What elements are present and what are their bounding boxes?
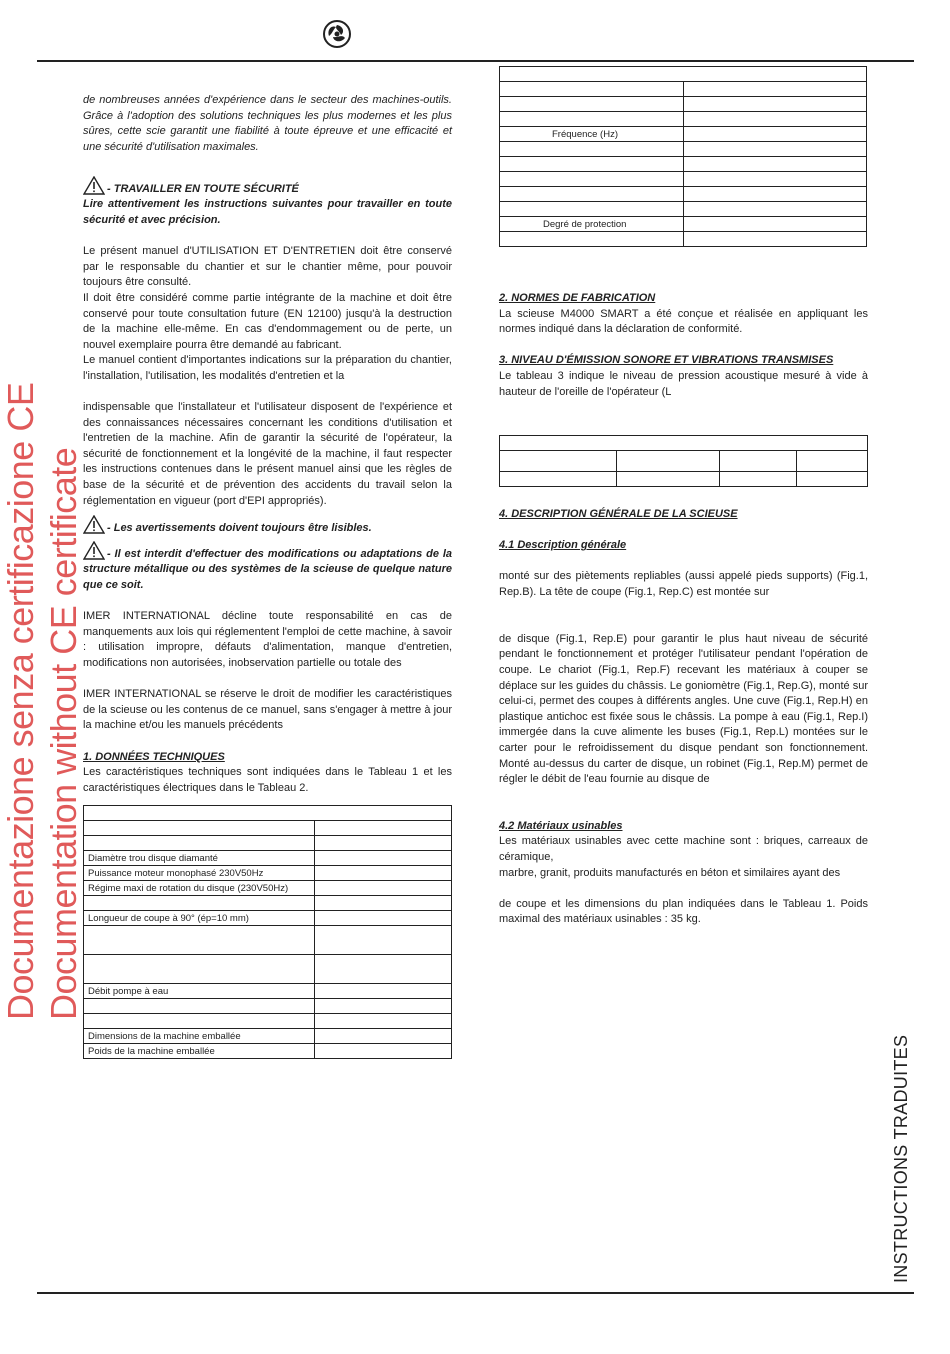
- table-cell: [315, 911, 452, 926]
- table-cell: [720, 472, 797, 487]
- table-cell: [84, 955, 315, 984]
- table-cell: Puissance moteur monophasé 230V50Hz: [84, 866, 315, 881]
- table-cell: [84, 836, 315, 851]
- imer-paragraph-1: IMER INTERNATIONAL décline toute responsabilité en cas de manquements aux lois qui réglementent l'emploi de cette machine, à savoir : utilisation impropre, défauts d'alimentation, manque d'entretien, modifications non autorisées, inobservation partielle ou totale des: [83, 610, 452, 669]
- table-cell: [500, 232, 684, 247]
- table-cell: [500, 157, 684, 172]
- table-cell: Régime maxi de rotation du disque (230V50Hz): [84, 881, 315, 896]
- table-cell: [500, 112, 684, 127]
- section-3-text: Le tableau 3 indique le niveau de pression acoustique mesuré à vide à hauteur de l'oreille de l'opérateur (L: [499, 369, 868, 398]
- table-cell: [684, 97, 867, 112]
- table-cell: Fréquence (Hz): [500, 127, 684, 142]
- table-cell: [315, 984, 452, 999]
- table-cell: [84, 1014, 315, 1029]
- section-1-text: Les caractéristiques techniques sont indiquées dans le Tableau 1 et les caractéristiques électriques dans le Tableau 2.: [83, 766, 452, 794]
- section-3-title: 3. NIVEAU D'ÉMISSION SONORE ET VIBRATIONS TRANSMISES: [499, 354, 834, 367]
- right-column-bottom: [499, 507, 868, 928]
- table-cell: [84, 999, 315, 1014]
- table-cell: [684, 172, 867, 187]
- table-cell: [315, 821, 452, 836]
- manual-paragraph-2: Il doit être considéré comme partie intégrante de la machine et doit être conservé pour toute consultation future (EN 12100) jusqu'à la destruction de la machine elle-même. En cas d'endommagement ou de perte, un nouvel exemplaire pourra être demandé au fabricant.: [83, 291, 452, 351]
- manual-paragraph-3: Le manuel contient d'importantes indications sur la préparation du chantier, l'installation, l'utilisation, les modalités d'entretien et la: [83, 354, 452, 382]
- manual-paragraph-4: indispensable que l'installateur et l'utilisateur disposent de l'expérience et des connaissances nécessaires concernant les conditions d'utilisation et l'entretien de la machine. Afin de garantir la sécurité de l'opérateur, la sécurité de fonctionnement et la longévité de la machine, il faut respecter les instructions contenues dans le présent manuel ainsi que les règles de base de la sécurité et de prévention des accidents du travail selon la réglementation en vigueur (port d'EPI appropriés).: [83, 401, 452, 507]
- side-label: INSTRUCTIONS TRADUITES: [891, 1034, 911, 1283]
- warning-1: [83, 515, 452, 537]
- table-cell: [315, 851, 452, 866]
- table-cell: [500, 436, 868, 451]
- section-2-text: La scieuse M4000 SMART a été conçue et réalisée en appliquant les normes indiqué dans la déclaration de conformité.: [499, 307, 868, 336]
- table-cell: Dimensions de la machine emballée: [84, 1029, 315, 1044]
- section-42-paragraph-2: marbre, granit, produits manufacturés en béton et similaires ayant des: [499, 866, 841, 879]
- watermark-english: Documentation without CE certificate: [43, 447, 84, 1020]
- watermark-italian: Documentazione senza certificazione CE: [0, 382, 41, 1020]
- table-cell: Débit pompe à eau: [84, 984, 315, 999]
- table-cell: [500, 172, 684, 187]
- table-cell: [315, 1044, 452, 1059]
- table-cell: Poids de la machine emballée: [84, 1044, 315, 1059]
- table-cell: [500, 67, 867, 82]
- section-41-paragraph-2: de disque (Fig.1, Rep.E) pour garantir le plus haut niveau de sécurité pendant le fonctionnement et protéger l'utilisateur pendant l'opération de coupe. Le chariot (Fig.1, Rep.F) recevant les matériaux à couper se déplace sur les guides du châssis. Le goniomètre (Fig.1, Rep.G), monté sur celui-ci, permet des coupes à différents angles. Une cuve (Fig.1, Rep.H) en plastique antichoc est fixée sous le châssis. La pompe à eau (Fig.1, Rep.I) immergée dans la cuve alimente les buses (Fig.1, Rep.L) montées sur le carter pour le refroidissement du disque pendant son fonctionnement. Monté au-dessus du carter de disque, un robinet (Fig.1, Rep.M) permet de régler le débit de l'eau fournie au disque de: [499, 632, 868, 786]
- right-column-top: [499, 291, 868, 400]
- brand-logo: [323, 20, 351, 48]
- table-cell: [797, 451, 868, 472]
- table-cell: [684, 157, 867, 172]
- table-cell: Longueur de coupe à 90° (ép=10 mm): [84, 911, 315, 926]
- table-cell: Diamètre trou disque diamanté: [84, 851, 315, 866]
- table-cell: [315, 1014, 452, 1029]
- warning-icon: [83, 176, 105, 195]
- table-cell: [84, 821, 315, 836]
- intro-paragraph: de nombreuses années d'expérience dans le secteur des machines-outils. Grâce à l'adoption des solutions techniques les plus modernes et les plus sûres, cette scie garantit une fiabilité à toute épreuve et une efficacité et une sécurité d'utilisation maximales.: [83, 94, 452, 153]
- table-cell: [315, 836, 452, 851]
- table-cell: [500, 451, 617, 472]
- table-cell: [684, 82, 867, 97]
- table-cell: [84, 926, 315, 955]
- table-cell: [684, 187, 867, 202]
- header-rule: [37, 60, 914, 62]
- noise-table: [499, 435, 868, 487]
- safety-subtitle: Lire attentivement les instructions suivantes pour travailler en toute sécurité et avec précision.: [83, 198, 452, 226]
- table-cell: [315, 881, 452, 896]
- table-cell: [500, 187, 684, 202]
- section-4-title: 4. DESCRIPTION GÉNÉRALE DE LA SCIEUSE: [499, 508, 738, 520]
- warning-2: [83, 541, 452, 594]
- table-cell: [684, 202, 867, 217]
- left-column: [83, 93, 452, 796]
- table-cell: [500, 472, 617, 487]
- section-41-paragraph-1: monté sur des piètements repliables (aussi appelé pieds supports) (Fig.1, Rep.B). La tête de coupe (Fig.1, Rep.C) est montée sur: [499, 570, 868, 598]
- section-41-title: 4.1 Description générale: [499, 539, 627, 552]
- table-cell: [315, 926, 452, 955]
- warning-icon: [83, 515, 105, 534]
- table-cell: [684, 142, 867, 157]
- table-cell: [500, 142, 684, 157]
- table-cell: [500, 82, 684, 97]
- table-cell: [684, 217, 867, 232]
- warning-2-text: - Il est interdit d'effectuer des modifications ou adaptations de la structure métallique ou des systèmes de la scieuse de quelque nature que ce soit.: [83, 547, 452, 592]
- table-cell: [617, 451, 720, 472]
- manual-paragraph-1: Le présent manuel d'UTILISATION ET D'ENTRETIEN doit être conservé par le responsable du chantier et sur le chantier même, pour pouvoir toujours être consulté.: [83, 245, 452, 289]
- table-cell: [500, 202, 684, 217]
- table-cell: [84, 896, 315, 911]
- table-cell: [315, 866, 452, 881]
- table-cell: [797, 472, 868, 487]
- electrical-data-table: [499, 66, 867, 247]
- table-cell: [720, 451, 797, 472]
- section-42-paragraph-3: de coupe et les dimensions du plan indiquées dans le Tableau 1. Poids maximal des matériaux usinables : 35 kg.: [499, 897, 868, 926]
- table-cell: [315, 896, 452, 911]
- technical-data-table: [83, 805, 452, 1059]
- safety-heading-text: - TRAVAILLER EN TOUTE SÉCURITÉ: [107, 183, 299, 196]
- table-cell: Degré de protection: [500, 217, 684, 232]
- table-cell: [84, 806, 452, 821]
- imer-paragraph-2: IMER INTERNATIONAL se réserve le droit de modifier les caractéristiques de la scieuse ou les contenus de ce manuel, sans s'engager à mettre à jour la machine et/ou les manuels précédents: [83, 688, 452, 732]
- table-cell: [617, 472, 720, 487]
- table-cell: [684, 112, 867, 127]
- warning-icon: [83, 541, 105, 560]
- table-cell: [684, 232, 867, 247]
- warning-1-text: - Les avertissements doivent toujours être lisibles.: [107, 522, 372, 535]
- table-cell: [315, 955, 452, 984]
- section-42-title: 4.2 Matériaux usinables: [499, 819, 623, 832]
- section-42-paragraph-1: Les matériaux usinables avec cette machine sont : briques, carreaux de céramique,: [499, 835, 868, 864]
- table-cell: [684, 127, 867, 142]
- footer-rule: [37, 1292, 914, 1294]
- safety-heading: [83, 176, 452, 197]
- section-2-title: 2. NORMES DE FABRICATION: [499, 292, 656, 304]
- table-cell: [500, 97, 684, 112]
- table-cell: [315, 999, 452, 1014]
- section-1-title: 1. DONNÉES TECHNIQUES: [83, 750, 225, 763]
- table-cell: [315, 1029, 452, 1044]
